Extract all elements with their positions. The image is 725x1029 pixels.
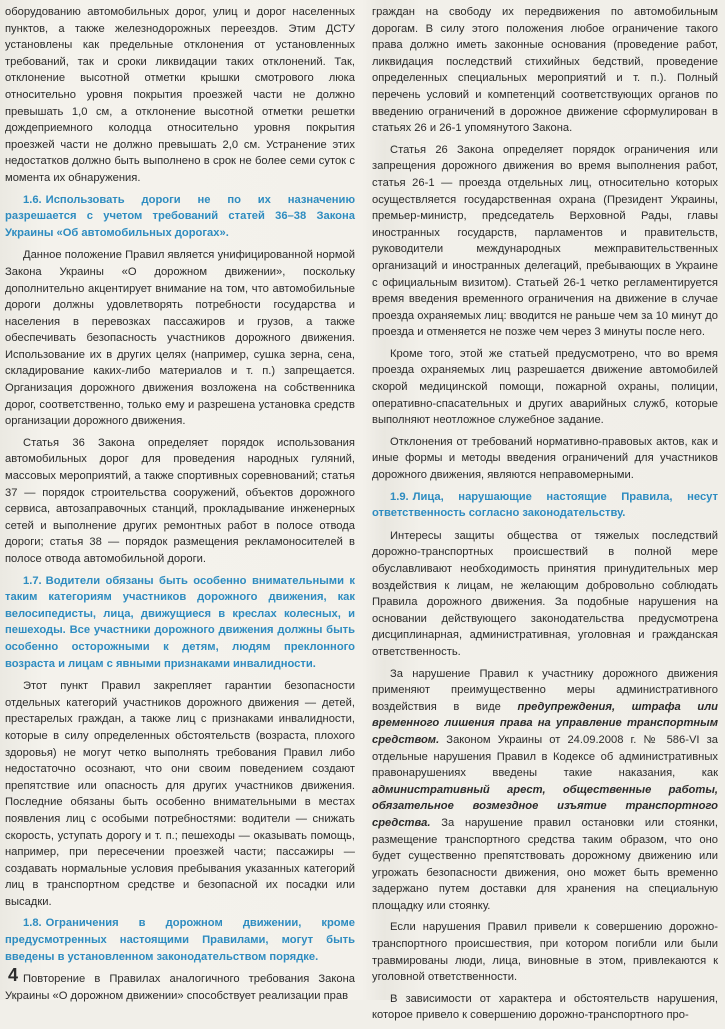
paragraph: Интересы защиты общества от тяжелых последствий дорожно-транспортных происшествий в полной мере обуславливают необходимость принятия принудительных мер воздействия к лицам, не желающим добровольно соблюдать Правила дорожного движения. За подобные нарушения на основании действующего законодательства предусмотрена дисциплинарная, административная, уголовная и гражданская ответственность.: [372, 529, 718, 658]
section-heading-text: Лица, нарушающие настоящие Правила, несут ответственность согласно законодательству.: [372, 490, 718, 520]
section-heading-1-8: [5, 915, 355, 965]
section-number: 1.8.: [23, 917, 42, 930]
emphasis-penalties: предупреждения, штрафа или временного лишения права на управление транспортным средством.: [372, 700, 718, 746]
paragraph: Статья 36 Закона определяет порядок использования автомобильных дорог для проведения народных гуляний, массовых мероприятий, а также спортивных соревнований; статья 37 — порядок строительства сооружений, объектов дорожного сервиса, автозаправочных станций, прокладывание инженерных сетей и выполнение других ремонтных работ в полосе отвода дороги; статья 38 — порядок размещения рекламоносителей в полосе отвода автомобильной дороги.: [5, 436, 355, 565]
paragraph: граждан на свободу их передвижения по автомобильным дорогам. В силу этого положения любое ограничение такого права должно иметь законные основания (проведение работ, ликвидация последствий стихийных бедствий, проведение определенных специальных мероприятий и т. п.). Полный перечень условий и компетенций соответствующих органов по введению ограничений в дорожное движение сформулирован в статьях 26 и 26-1 упомянутого Закона.: [372, 6, 718, 135]
paragraph: Повторение в Правилах аналогичного требования Закона Украины «О дорожном движении» способствует реализации прав: [5, 973, 355, 1002]
paragraph: Данное положение Правил является унифицированной нормой Закона Украины «О дорожном движении», поскольку дополнительно акцентирует внимание на том, что автомобильные дороги должны удовлетворять потребности государства и населения в перевозках пассажиров и грузов, а также обеспечивать безопасность участников дорожного движения. Использование их в других целях (например, сушка зерна, сена, складирование каких-либо материалов и т. п.) запрещается. Организация дорожного движения возложена на собственника дорог, соответственно, только ему и разрешена установка средств организации дорожного движения.: [5, 249, 355, 428]
section-heading-1-7: [5, 573, 355, 673]
section-heading-text: Водители обязаны быть особенно внимательными к таким категориям участников дорожного движения, как велосипедисты, лица, движущиеся в креслах колесных, и пешеходы. Все участники дорожного движения должны быть особенно осторожными к детям, людям преклонного возраста и лицам с явными признаками инвалидности.: [5, 574, 355, 670]
left-column: [5, 0, 355, 1009]
section-heading-1-9: [372, 489, 718, 522]
text-run: За нарушение правил остановки или стоянки, размещение транспортного средства таким образом, что оно будет существенно препятствовать дорожному движению или угрожать безопасности движения, оно может быть временно задержано путем доставки для хранения на специальную площадку или стоянку.: [372, 816, 718, 912]
section-number: 1.6.: [23, 193, 42, 206]
section-heading-text: Использовать дороги не по их назначению разрешается с учетом требований статей 36–38 Закона Украины «Об автомобильных дорогах».: [5, 193, 355, 239]
paragraph: Статья 26 Закона определяет порядок ограничения или запрещения дорожного движения во время выполнения работ, статья 26-1 — проезда отдельных лиц, относительно которых осуществляется государственная охрана (Президент Украины, премьер-министр, председатель Верховной Рады, главы иностранных государств, парламентов и правительств, руководители международных межправительственных организаций и иностранных делегаций, пребывающих в Украине с официальным визитом). Статьей 26-1 четко регламентируется время введения временного ограничения на движение в случае проезда охраняемых лиц: вводится не раньше чем за 10 минут до проезда и отменяется не позже чем через 3 минуты после него.: [372, 143, 718, 339]
text-run: За нарушение Правил к участнику дорожного движения применяют преимущественно меры административного воздействия в виде: [372, 667, 718, 713]
paragraph: Отклонения от требований нормативно-правовых актов, как и иные формы и методы введения ограничений для участников дорожного движения, являются неправомерными.: [372, 435, 718, 482]
text-run: Законом Украины от 24.09.2008 г. № 586-VI за отдельные нарушения Правил в Кодексе об административных правонарушениях введены такие наказания, как: [372, 733, 718, 780]
section-number: 1.9.: [390, 490, 409, 503]
paragraph: Кроме того, этой же статьей предусмотрено, что во время проезда охраняемых лиц разрешается движение автомобилей скорой медицинской помощи, пожарной охраны, полиции, оперативно-спасательных и других аварийных служб, которые выполняют неотложное служебное задание.: [372, 347, 718, 427]
paragraph: В зависимости от характера и обстоятельств нарушения, которое привело к совершению дорожно-транспортного про-: [372, 992, 718, 1022]
section-number: 1.7.: [23, 574, 42, 587]
section-heading-text: Ограничения в дорожном движении, кроме предусмотренных настоящими Правилами, могут быть введены в установленном законодательством порядке.: [5, 917, 355, 963]
page-number: 4: [8, 965, 19, 985]
emphasis-punishments: административный арест, общественные работы, обязательное возмездное изъятие транспортного средства.: [372, 783, 718, 829]
section-heading-1-6: [5, 192, 355, 242]
paragraph: Если нарушения Правил привели к совершению дорожно-транспортного происшествия, при котором погибли или были травмированы люди, лица, виновные в этом, привлекаются к уголовной ответственности.: [372, 921, 718, 984]
paragraph: оборудованию автомобильных дорог, улиц и дорог населенных пунктов, а также железнодорожных переездов. Этим ДСТУ установлены как предельные отклонения от установленных требований, так и сроки ликвидации таких отклонений. Так, отклонение высотной отметки крышки смотрового люка относительно уровня покрытия проезжей части не должно превышать 1,0 см, а отклонение высотной отметки решетки дождеприемного колодца относительно уровня покрытия проезжей части не должно превышать 2,0 см. Устранение этих недостатков должно быть выполнено в срок не более семи суток с момента их обнаружения.: [5, 6, 355, 184]
right-column: [372, 0, 718, 1029]
paragraph: Этот пункт Правил закрепляет гарантии безопасности отдельных категорий участников дорожного движения — детей, престарелых граждан, а также лиц с признаками инвалидности, которые в силу определенных обстоятельств (возраста, плохого здоровья) не могут четко выполнять требования Правил либо недостаточно осознают, что они своим поведением создают препятствие или опасность для других участников движения. Последние обязаны быть особенно внимательными в местах появления лиц с особыми потребностями: водители — снижать скорость, уступать дорогу и т. п.; пешеходы — оказывать помощь, например, при пересечении проезжей части; пассажиры — создавать нормальные условия пребывания указанных категорий лиц в транспортном средстве и безопасной их посадки или высадки.: [5, 680, 355, 908]
paragraph: [372, 666, 718, 915]
